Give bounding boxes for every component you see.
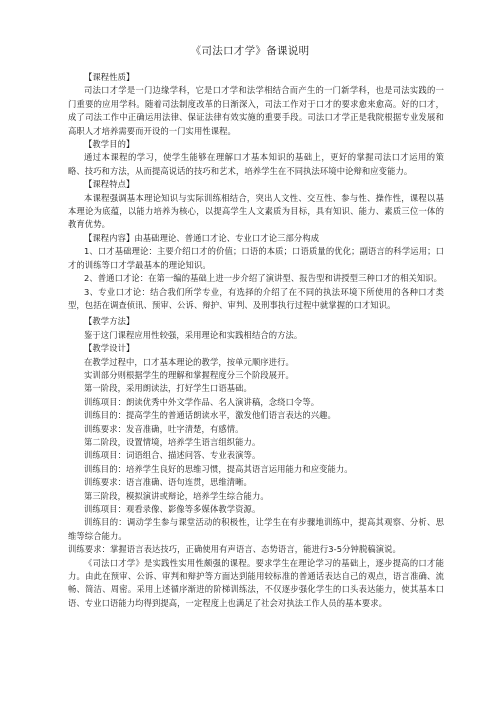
paragraph: 2、普通口才论：在第一编的基础上进一步介绍了演讲型、报告型和讲授型三种口才的相关知识。: [84, 273, 443, 284]
indented-line: 鉴于这门课程应用性较强，采用理论和实践相结合的方法。: [84, 329, 303, 340]
document-body: [68, 71, 444, 610]
document-title: 《司法口才学》备课说明: [190, 45, 310, 57]
paragraph: 3、专业口才论：结合我们所学专业，有选择的介绍了在不同的执法环境下所使用的各种口才类型，包括在调查侦讯、预审、公诉、辩护、审判、及刑事执行过程中就掌握的口才知识。: [68, 286, 444, 310]
section-heading: 【课程内容】由基础理论、普通口才论、专业口才论三部分构成: [84, 232, 320, 243]
text-line: 训练要求：掌握语言表达技巧，正确使用有声语言、态势语言，能进行3-5分钟脱稿演说。: [68, 544, 401, 555]
section-heading: 【课程性质】: [84, 72, 135, 82]
indented-line: 训练项目：词语组合、描述问答、专业表演等。: [84, 450, 261, 461]
indented-line: 第三阶段，模拟演讲或辩论，培养学生综合能力。: [84, 490, 269, 501]
indented-line: 训练目的：培养学生良好的思维习惯，提高其语言运用能力和应变能力。: [84, 463, 353, 474]
indented-line: 第一阶段，采用朗读法，打好学生口语基础。: [84, 383, 252, 394]
paragraph: 训练目的：调动学生参与课堂活动的积极性，让学生在有步骤地训练中，提高其观察、分析、思维等综合能力。: [68, 517, 444, 541]
section-heading: 【教学设计】: [84, 343, 135, 354]
indented-line: 训练项目：观看录像、影像等多媒体教学资源。: [84, 504, 261, 514]
indented-line: 训练要求：语言准确、语句连贯，思维清晰。: [84, 477, 252, 488]
indented-line: 在教学过程中，口才基本理论的教学，按单元顺序进行。: [84, 356, 294, 367]
indented-line: 训练要求：发音准确，吐字清楚，有感情。: [84, 423, 244, 434]
section-heading: 【课程特点】: [84, 179, 135, 190]
section-heading: 【教学方法】: [84, 316, 135, 327]
indented-line: 实训部分则根据学生的理解和掌握程度分三个阶段展开。: [84, 369, 294, 380]
paragraph: 司法口才学是一门边缘学科，它是口才学和法学相结合而产生的一门新学科，也是司法实践的一门重要的应用学科。随着司法制度改革的日渐深入，司法工作对于口才的要求愈来愈高。好的口才，成了司法工作中正确运用法律、保证法律有效实施的重要手段。司法口才学正是我院根据专业发展和高职人才培养需要而开设的一门实用性课程。: [68, 85, 444, 136]
indented-line: 训练目的：提高学生的普通话朗读水平，激发他们语言表达的兴趣。: [84, 410, 336, 421]
indented-line: 第二阶段，设置情境，培养学生语言组织能力。: [84, 436, 261, 447]
paragraph: 1、口才基础理论：主要介绍口才的价值；口语的本质；口语质量的优化；副语言的科学运用；口才的训练等口才学最基本的理论知识。: [68, 246, 444, 270]
paragraph: 本课程强调基本理论知识与实际训练相结合，突出人文性、交互性、参与性、操作性，课程以基本理论为底蕴，以能力培养为核心，以提高学生人文素质为目标，具有知识、能力、素质三位一体的教育优势。: [68, 192, 444, 230]
paragraph: 《司法口才学》是实践性实用性颇强的课程。要求学生在理论学习的基础上，逐步提高的口才能力。由此在预审、公诉、审判和辩护等方面达到能用较标准的普通话表达自己的观点，语言准确、流畅、简洁、周密。采用上述循序渐进的阶梯训练法，不仅逐步强化学生的口头表达能力，使其基本口语、专业口语能力均得到提高，一定程度上也满足了社会对执法工作人员的基本要求。: [68, 557, 444, 608]
paragraph: 通过本课程的学习，使学生能够在理解口才基本知识的基础上，更好的掌握司法口才运用的策略、技巧和方法，从而提高说话的技巧和艺术，培养学生在不同执法环境中论辩和应变能力。: [68, 152, 444, 176]
indented-line: 训练项目：朗读优秀中外文学作品、名人演讲稿，念绕口令等。: [84, 396, 320, 407]
section-heading: 【教学目的】: [84, 139, 135, 150]
